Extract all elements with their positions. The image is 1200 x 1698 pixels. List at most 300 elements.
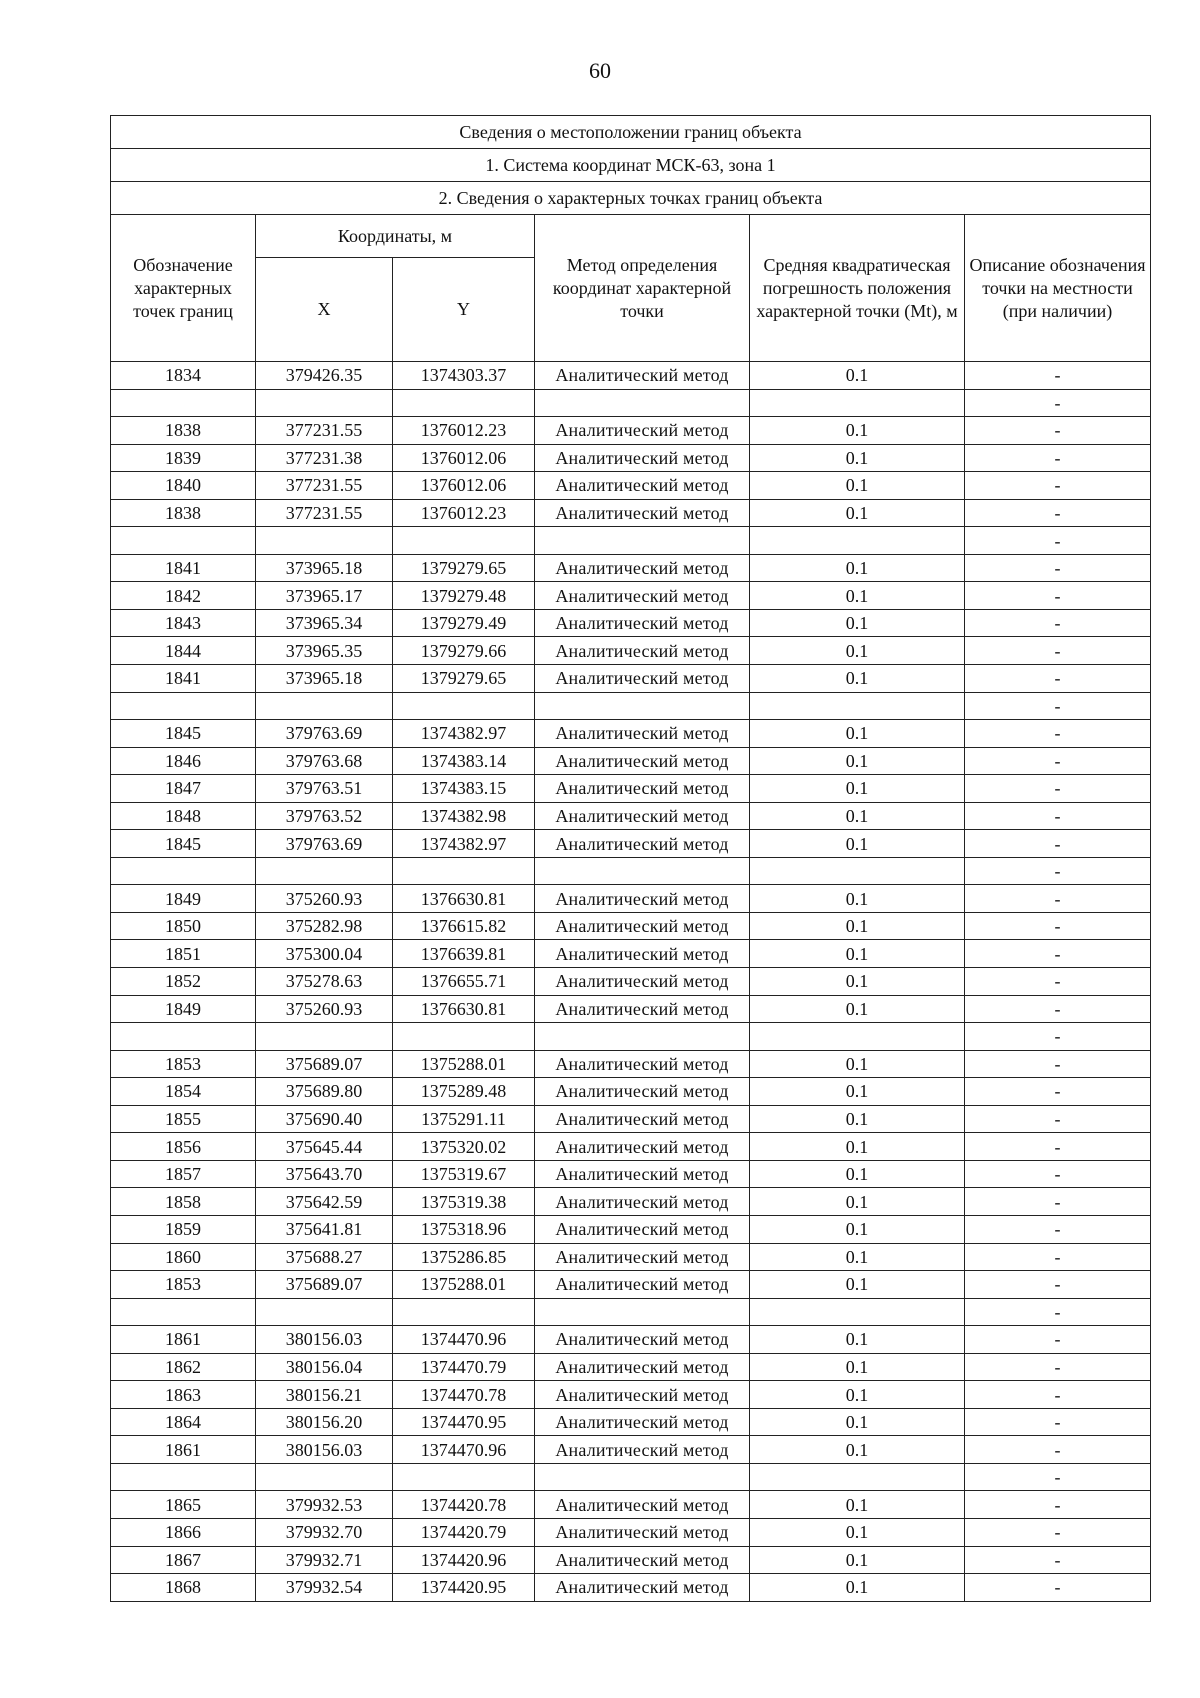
- table-row: [111, 1518, 1151, 1546]
- cell-x: 373965.35: [256, 637, 393, 665]
- cell-point: [111, 389, 256, 417]
- cell-point: 1859: [111, 1215, 256, 1243]
- table-row: [111, 1546, 1151, 1574]
- table-row: [111, 1133, 1151, 1161]
- cell-mt: 0.1: [750, 582, 965, 610]
- cell-method: Аналитический метод: [535, 362, 750, 390]
- header-description: Описание обозначения точки на местности (при наличии): [965, 215, 1151, 362]
- cell-mt: 0.1: [750, 940, 965, 968]
- cell-point: [111, 1463, 256, 1491]
- cell-description: -: [965, 747, 1151, 775]
- table-row: [111, 940, 1151, 968]
- cell-point: [111, 1023, 256, 1051]
- table-row: [111, 968, 1151, 996]
- table-row: [111, 1491, 1151, 1519]
- cell-mt: 0.1: [750, 1436, 965, 1464]
- cell-point: 1860: [111, 1243, 256, 1271]
- table-row: [111, 1298, 1151, 1326]
- cell-y: 1374420.78: [393, 1491, 535, 1519]
- cell-description: -: [965, 1518, 1151, 1546]
- cell-x: [256, 389, 393, 417]
- cell-point: 1865: [111, 1491, 256, 1519]
- cell-description: -: [965, 1105, 1151, 1133]
- cell-method: Аналитический метод: [535, 417, 750, 445]
- table-row: [111, 637, 1151, 665]
- cell-y: 1374420.95: [393, 1574, 535, 1602]
- cell-y: 1376012.06: [393, 472, 535, 500]
- cell-point: 1858: [111, 1188, 256, 1216]
- cell-method: Аналитический метод: [535, 995, 750, 1023]
- cell-mt: 0.1: [750, 1381, 965, 1409]
- cell-method: Аналитический метод: [535, 720, 750, 748]
- cell-method: Аналитический метод: [535, 1050, 750, 1078]
- cell-point: 1851: [111, 940, 256, 968]
- cell-x: 373965.18: [256, 554, 393, 582]
- cell-y: 1376630.81: [393, 995, 535, 1023]
- table-row: [111, 1271, 1151, 1299]
- cell-x: 380156.03: [256, 1436, 393, 1464]
- table-row: [111, 389, 1151, 417]
- cell-point: 1849: [111, 995, 256, 1023]
- cell-description: -: [965, 857, 1151, 885]
- cell-y: 1379279.49: [393, 609, 535, 637]
- cell-point: 1843: [111, 609, 256, 637]
- table-row: [111, 1381, 1151, 1409]
- table-row: [111, 1160, 1151, 1188]
- table-row: [111, 995, 1151, 1023]
- cell-x: 380156.04: [256, 1353, 393, 1381]
- cell-description: -: [965, 692, 1151, 720]
- cell-point: 1861: [111, 1326, 256, 1354]
- cell-point: 1845: [111, 830, 256, 858]
- cell-x: 379426.35: [256, 362, 393, 390]
- cell-point: 1842: [111, 582, 256, 610]
- cell-point: 1844: [111, 637, 256, 665]
- table-row: [111, 1436, 1151, 1464]
- table-row: [111, 499, 1151, 527]
- cell-description: -: [965, 665, 1151, 693]
- cell-y: [393, 527, 535, 555]
- cell-mt: [750, 692, 965, 720]
- cell-x: 375282.98: [256, 912, 393, 940]
- table-row: [111, 665, 1151, 693]
- cell-y: 1376655.71: [393, 968, 535, 996]
- cell-mt: 0.1: [750, 802, 965, 830]
- cell-x: 375689.80: [256, 1078, 393, 1106]
- cell-point: 1853: [111, 1050, 256, 1078]
- cell-method: Аналитический метод: [535, 802, 750, 830]
- cell-x: 373965.18: [256, 665, 393, 693]
- table-row: [111, 1326, 1151, 1354]
- cell-mt: 0.1: [750, 1326, 965, 1354]
- cell-mt: 0.1: [750, 609, 965, 637]
- cell-description: -: [965, 1491, 1151, 1519]
- cell-x: [256, 1023, 393, 1051]
- cell-mt: [750, 1463, 965, 1491]
- cell-x: 380156.03: [256, 1326, 393, 1354]
- cell-mt: 0.1: [750, 1215, 965, 1243]
- cell-y: [393, 857, 535, 885]
- cell-mt: 0.1: [750, 1188, 965, 1216]
- cell-description: -: [965, 995, 1151, 1023]
- cell-x: 380156.20: [256, 1408, 393, 1436]
- boundary-points-table: [110, 115, 1151, 1602]
- cell-point: 1857: [111, 1160, 256, 1188]
- cell-point: 1867: [111, 1546, 256, 1574]
- cell-y: 1379279.66: [393, 637, 535, 665]
- table-row: [111, 692, 1151, 720]
- cell-point: 1847: [111, 775, 256, 803]
- cell-description: -: [965, 802, 1151, 830]
- cell-description: -: [965, 499, 1151, 527]
- cell-y: 1375286.85: [393, 1243, 535, 1271]
- cell-description: -: [965, 527, 1151, 555]
- table-body: [111, 362, 1151, 1602]
- cell-x: 373965.34: [256, 609, 393, 637]
- table-row: [111, 1215, 1151, 1243]
- points-section-caption: 2. Сведения о характерных точках границ объекта: [111, 182, 1151, 215]
- table-row: [111, 362, 1151, 390]
- cell-point: 1850: [111, 912, 256, 940]
- cell-point: 1846: [111, 747, 256, 775]
- cell-method: Аналитический метод: [535, 968, 750, 996]
- table-row: [111, 885, 1151, 913]
- cell-description: -: [965, 582, 1151, 610]
- cell-description: -: [965, 1408, 1151, 1436]
- cell-description: -: [965, 389, 1151, 417]
- cell-y: [393, 1463, 535, 1491]
- cell-method: [535, 389, 750, 417]
- table-row: [111, 417, 1151, 445]
- cell-method: Аналитический метод: [535, 940, 750, 968]
- cell-mt: 0.1: [750, 417, 965, 445]
- cell-method: Аналитический метод: [535, 637, 750, 665]
- cell-y: 1374470.78: [393, 1381, 535, 1409]
- cell-mt: 0.1: [750, 1518, 965, 1546]
- cell-description: -: [965, 912, 1151, 940]
- header-error: Средняя квадратическая погрешность положения характерной точки (Mt), м: [750, 215, 965, 362]
- cell-x: 379932.71: [256, 1546, 393, 1574]
- cell-method: Аналитический метод: [535, 582, 750, 610]
- cell-description: -: [965, 720, 1151, 748]
- cell-method: Аналитический метод: [535, 1188, 750, 1216]
- cell-description: -: [965, 362, 1151, 390]
- cell-method: Аналитический метод: [535, 499, 750, 527]
- cell-method: [535, 1023, 750, 1051]
- table-row: [111, 1463, 1151, 1491]
- table-row: [111, 1050, 1151, 1078]
- cell-y: 1375319.38: [393, 1188, 535, 1216]
- cell-y: 1379279.48: [393, 582, 535, 610]
- cell-x: 375278.63: [256, 968, 393, 996]
- cell-x: 375260.93: [256, 995, 393, 1023]
- cell-x: 375645.44: [256, 1133, 393, 1161]
- cell-mt: 0.1: [750, 1271, 965, 1299]
- cell-point: 1853: [111, 1271, 256, 1299]
- table-row: [111, 527, 1151, 555]
- cell-method: Аналитический метод: [535, 1133, 750, 1161]
- cell-x: 379763.51: [256, 775, 393, 803]
- cell-description: -: [965, 1023, 1151, 1051]
- cell-mt: 0.1: [750, 1353, 965, 1381]
- cell-mt: 0.1: [750, 472, 965, 500]
- cell-point: [111, 692, 256, 720]
- cell-method: [535, 527, 750, 555]
- cell-method: Аналитический метод: [535, 1160, 750, 1188]
- cell-point: 1854: [111, 1078, 256, 1106]
- cell-point: 1863: [111, 1381, 256, 1409]
- cell-y: 1376012.23: [393, 417, 535, 445]
- page-number: 60: [589, 58, 611, 83]
- cell-x: 377231.55: [256, 417, 393, 445]
- cell-x: 375690.40: [256, 1105, 393, 1133]
- cell-y: 1374470.79: [393, 1353, 535, 1381]
- cell-method: Аналитический метод: [535, 1518, 750, 1546]
- cell-x: 380156.21: [256, 1381, 393, 1409]
- cell-x: 375643.70: [256, 1160, 393, 1188]
- cell-y: [393, 1023, 535, 1051]
- cell-point: 1856: [111, 1133, 256, 1161]
- cell-description: -: [965, 472, 1151, 500]
- cell-description: -: [965, 1546, 1151, 1574]
- cell-x: [256, 692, 393, 720]
- table-row: [111, 830, 1151, 858]
- cell-mt: 0.1: [750, 444, 965, 472]
- cell-x: 379932.54: [256, 1574, 393, 1602]
- table-row: [111, 1243, 1151, 1271]
- cell-description: -: [965, 968, 1151, 996]
- cell-description: -: [965, 1298, 1151, 1326]
- cell-method: Аналитический метод: [535, 1243, 750, 1271]
- header-coordinates: Координаты, м: [256, 215, 535, 258]
- cell-x: [256, 1463, 393, 1491]
- cell-y: 1375320.02: [393, 1133, 535, 1161]
- cell-method: Аналитический метод: [535, 747, 750, 775]
- cell-x: 373965.17: [256, 582, 393, 610]
- cell-y: 1379279.65: [393, 665, 535, 693]
- cell-y: 1375288.01: [393, 1050, 535, 1078]
- cell-mt: 0.1: [750, 1050, 965, 1078]
- cell-x: 377231.55: [256, 499, 393, 527]
- cell-method: Аналитический метод: [535, 1271, 750, 1299]
- cell-method: Аналитический метод: [535, 665, 750, 693]
- header-point: Обозначение характерных точек границ: [111, 215, 256, 362]
- cell-description: -: [965, 1574, 1151, 1602]
- cell-mt: [750, 857, 965, 885]
- cell-method: Аналитический метод: [535, 1078, 750, 1106]
- cell-method: Аналитический метод: [535, 1353, 750, 1381]
- cell-method: Аналитический метод: [535, 830, 750, 858]
- cell-method: Аналитический метод: [535, 1215, 750, 1243]
- header-x: X: [256, 258, 393, 362]
- cell-description: -: [965, 1326, 1151, 1354]
- cell-x: 375300.04: [256, 940, 393, 968]
- cell-point: 1864: [111, 1408, 256, 1436]
- cell-x: 375689.07: [256, 1050, 393, 1078]
- cell-description: -: [965, 830, 1151, 858]
- cell-description: -: [965, 637, 1151, 665]
- cell-point: 1848: [111, 802, 256, 830]
- cell-point: 1852: [111, 968, 256, 996]
- table-row: [111, 609, 1151, 637]
- cell-y: 1375288.01: [393, 1271, 535, 1299]
- cell-point: 1834: [111, 362, 256, 390]
- cell-mt: 0.1: [750, 1105, 965, 1133]
- cell-mt: 0.1: [750, 830, 965, 858]
- cell-mt: 0.1: [750, 1574, 965, 1602]
- cell-point: 1845: [111, 720, 256, 748]
- cell-mt: 0.1: [750, 995, 965, 1023]
- cell-x: 379763.69: [256, 830, 393, 858]
- cell-method: Аналитический метод: [535, 1491, 750, 1519]
- cell-point: 1868: [111, 1574, 256, 1602]
- cell-y: 1375291.11: [393, 1105, 535, 1133]
- cell-description: -: [965, 775, 1151, 803]
- table-row: [111, 1078, 1151, 1106]
- cell-y: 1379279.65: [393, 554, 535, 582]
- cell-description: -: [965, 1078, 1151, 1106]
- cell-y: 1374470.96: [393, 1326, 535, 1354]
- cell-mt: 0.1: [750, 1243, 965, 1271]
- cell-y: 1374383.14: [393, 747, 535, 775]
- cell-y: [393, 389, 535, 417]
- cell-y: 1374470.96: [393, 1436, 535, 1464]
- cell-point: [111, 857, 256, 885]
- cell-mt: 0.1: [750, 1160, 965, 1188]
- cell-mt: 0.1: [750, 1546, 965, 1574]
- table-row: [111, 1188, 1151, 1216]
- cell-x: 379763.68: [256, 747, 393, 775]
- cell-method: [535, 1298, 750, 1326]
- cell-mt: 0.1: [750, 499, 965, 527]
- cell-mt: 0.1: [750, 1133, 965, 1161]
- coordinate-system-caption: 1. Система координат МСК-63, зона 1: [111, 149, 1151, 182]
- cell-mt: 0.1: [750, 1408, 965, 1436]
- cell-mt: 0.1: [750, 665, 965, 693]
- cell-description: -: [965, 1215, 1151, 1243]
- cell-x: 375642.59: [256, 1188, 393, 1216]
- cell-mt: 0.1: [750, 554, 965, 582]
- cell-y: 1374382.97: [393, 830, 535, 858]
- table-row: [111, 857, 1151, 885]
- cell-description: -: [965, 885, 1151, 913]
- cell-y: 1374382.98: [393, 802, 535, 830]
- cell-y: 1375319.67: [393, 1160, 535, 1188]
- cell-x: 379763.69: [256, 720, 393, 748]
- cell-method: Аналитический метод: [535, 472, 750, 500]
- cell-method: Аналитический метод: [535, 444, 750, 472]
- cell-y: 1374420.96: [393, 1546, 535, 1574]
- cell-mt: [750, 527, 965, 555]
- cell-description: -: [965, 609, 1151, 637]
- cell-method: Аналитический метод: [535, 1546, 750, 1574]
- cell-mt: 0.1: [750, 968, 965, 996]
- cell-method: Аналитический метод: [535, 1381, 750, 1409]
- cell-y: 1374382.97: [393, 720, 535, 748]
- cell-method: [535, 1463, 750, 1491]
- table-row: [111, 1023, 1151, 1051]
- table-row: [111, 1353, 1151, 1381]
- cell-y: 1376615.82: [393, 912, 535, 940]
- cell-description: -: [965, 1243, 1151, 1271]
- cell-mt: 0.1: [750, 1078, 965, 1106]
- cell-method: Аналитический метод: [535, 775, 750, 803]
- cell-mt: 0.1: [750, 637, 965, 665]
- header-y: Y: [393, 258, 535, 362]
- cell-mt: 0.1: [750, 1491, 965, 1519]
- cell-description: -: [965, 1353, 1151, 1381]
- cell-point: 1838: [111, 499, 256, 527]
- table-row: [111, 472, 1151, 500]
- cell-description: -: [965, 1463, 1151, 1491]
- table-row: [111, 802, 1151, 830]
- cell-y: 1374470.95: [393, 1408, 535, 1436]
- table-row: [111, 747, 1151, 775]
- cell-x: 375688.27: [256, 1243, 393, 1271]
- cell-x: 379763.52: [256, 802, 393, 830]
- cell-y: 1376012.06: [393, 444, 535, 472]
- table-row: [111, 1408, 1151, 1436]
- cell-method: Аналитический метод: [535, 609, 750, 637]
- cell-point: 1866: [111, 1518, 256, 1546]
- cell-x: [256, 1298, 393, 1326]
- cell-method: [535, 692, 750, 720]
- cell-point: 1839: [111, 444, 256, 472]
- cell-mt: 0.1: [750, 720, 965, 748]
- cell-y: 1375289.48: [393, 1078, 535, 1106]
- cell-x: 377231.55: [256, 472, 393, 500]
- cell-x: 379932.70: [256, 1518, 393, 1546]
- cell-description: -: [965, 1050, 1151, 1078]
- cell-mt: 0.1: [750, 775, 965, 803]
- table-row: [111, 554, 1151, 582]
- cell-x: 379932.53: [256, 1491, 393, 1519]
- cell-method: Аналитический метод: [535, 1105, 750, 1133]
- cell-point: 1838: [111, 417, 256, 445]
- cell-description: -: [965, 417, 1151, 445]
- cell-description: -: [965, 1436, 1151, 1464]
- cell-x: 375260.93: [256, 885, 393, 913]
- cell-x: 375641.81: [256, 1215, 393, 1243]
- table-row: [111, 444, 1151, 472]
- table-row: [111, 582, 1151, 610]
- cell-mt: 0.1: [750, 885, 965, 913]
- cell-x: 375689.07: [256, 1271, 393, 1299]
- cell-y: [393, 1298, 535, 1326]
- cell-y: 1374303.37: [393, 362, 535, 390]
- cell-point: [111, 527, 256, 555]
- cell-x: 377231.38: [256, 444, 393, 472]
- cell-x: [256, 857, 393, 885]
- cell-mt: 0.1: [750, 747, 965, 775]
- cell-method: Аналитический метод: [535, 1574, 750, 1602]
- cell-description: -: [965, 554, 1151, 582]
- cell-mt: [750, 1023, 965, 1051]
- cell-point: 1849: [111, 885, 256, 913]
- table-row: [111, 1105, 1151, 1133]
- cell-description: -: [965, 444, 1151, 472]
- cell-description: -: [965, 1133, 1151, 1161]
- cell-description: -: [965, 1160, 1151, 1188]
- cell-point: 1862: [111, 1353, 256, 1381]
- table-row: [111, 1574, 1151, 1602]
- cell-point: 1841: [111, 665, 256, 693]
- cell-method: Аналитический метод: [535, 1326, 750, 1354]
- cell-mt: [750, 1298, 965, 1326]
- cell-point: 1855: [111, 1105, 256, 1133]
- cell-y: 1376012.23: [393, 499, 535, 527]
- cell-description: -: [965, 1188, 1151, 1216]
